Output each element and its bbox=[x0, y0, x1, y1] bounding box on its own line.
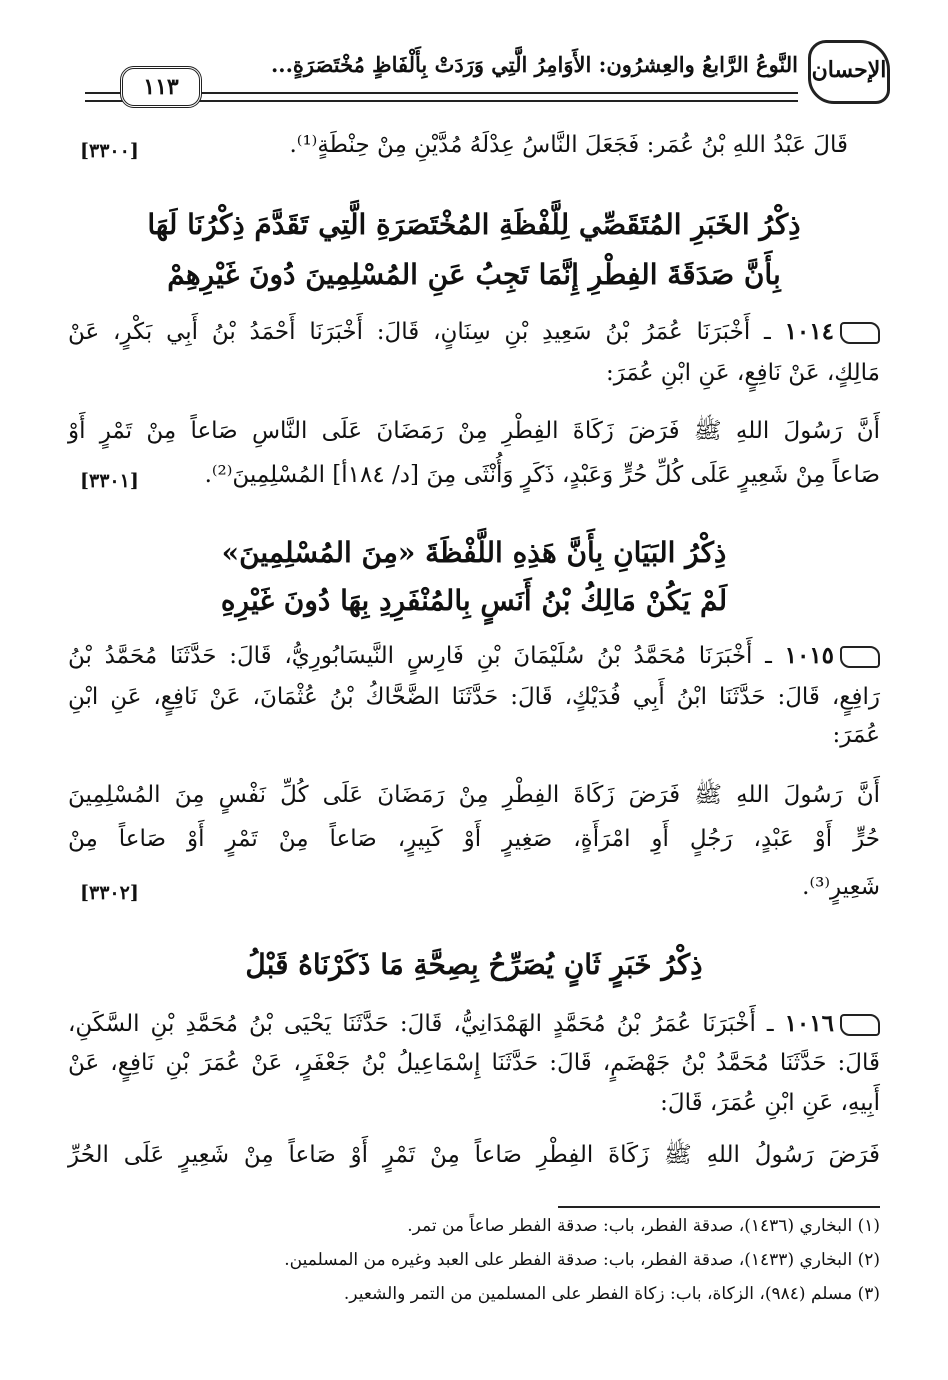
book-emblem: الإحسان bbox=[808, 40, 890, 104]
isnad-line bbox=[68, 1010, 880, 1037]
chapter-heading: ذِكْرُ خَبَرٍ ثَانٍ يُصَرِّحُ بِصِحَّةِ مَا ذَكَرْنَاهُ قَبْلُ bbox=[245, 948, 703, 981]
matn-line: صَاعاً مِنْ شَعِيرٍ عَلَى كُلِّ حُرٍّ وَعَبْدٍ، ذَكَرٍ وَأُنْثَى مِنَ [د/ ١٨٤أ] المُسْلِمِينَ⁽²⁾. bbox=[204, 462, 880, 488]
isnad-line bbox=[68, 642, 880, 669]
hadith-number: ١٠١٥ bbox=[784, 642, 835, 669]
isnad-line: قَالَ: حَدَّثَنَا مُحَمَّدُ بْنُ جَهْضَمٍ، قَالَ: حَدَّثَنَا إِسْمَاعِيلُ بْنُ جَعْفَرٍ، عَنْ عُمَرَ بْنِ نَافِعٍ، عَنْ bbox=[68, 1050, 880, 1076]
isnad-line: مَالِكٍ، عَنْ نَافِعٍ، عَنِ ابْنِ عُمَرَ: bbox=[606, 360, 880, 386]
chapter-heading: ذِكْرُ البَيَانِ بِأَنَّ هَذِهِ اللَّفْظَةَ «مِنَ المُسْلِمِينَ» bbox=[221, 536, 727, 569]
matn-line: شَعِيرٍ⁽³⁾. bbox=[802, 874, 880, 900]
chapter-heading: بِأَنَّ صَدَقَةَ الفِطْرِ إِنَّمَا تَجِبُ عَنِ المُسْلِمِينَ دُونَ غَيْرِهِمْ bbox=[167, 258, 781, 291]
reference-number: [٣٣٠٢] bbox=[80, 882, 139, 904]
isnad-text: ـ أَخْبَرَنَا عُمَرُ بْنُ مُحَمَّدٍ الهَمْدَانِيُّ، قَالَ: حَدَّثَنَا يَحْيَى بْنُ مُحَمَّدِ بْنِ السَّكَنِ، bbox=[68, 1011, 774, 1037]
hadith-marker-icon bbox=[840, 646, 880, 668]
hadith-number: ١٠١٦ bbox=[784, 1010, 834, 1037]
isnad-text: ـ أَخْبَرَنَا عُمَرُ بْنُ سَعِيدِ بْنِ سِنَانٍ، قَالَ: أَخْبَرَنَا أَحْمَدُ بْنُ أَبِي بَكْرٍ، عَنْ bbox=[68, 319, 771, 345]
page-number: ١١٣ bbox=[120, 66, 202, 108]
footnote: (٣) مسلم (٩٨٤)، الزكاة، باب: زكاة الفطر على المسلمين من التمر والشعير. bbox=[343, 1284, 880, 1304]
reference-number: [٣٣٠٠] bbox=[80, 140, 139, 162]
page-header bbox=[0, 0, 948, 110]
running-head: النَّوعُ الرَّابعُ والعِشرُون: الأَوَامِرُ الَّتِي وَرَدَتْ بِأَلْفَاظٍ مُخْتَصَرَةٍ... bbox=[271, 52, 798, 77]
footnote: (١) البخاري (١٤٣٦)، صدقة الفطر، باب: صدقة الفطر صاعاً من تمر. bbox=[407, 1216, 880, 1236]
matn-line: أَنَّ رَسُولَ اللهِ ﷺ فَرَضَ زَكَاةَ الفِطْرِ مِنْ رَمَضَانَ عَلَى النَّاسِ صَاعاً مِنْ تَمْرٍ أَوْ bbox=[68, 418, 880, 444]
chapter-heading: لَمْ يَكُنْ مَالِكُ بْنُ أَنَسٍ بِالمُنْفَرِدِ بِهَا دُونَ غَيْرِهِ bbox=[220, 584, 728, 617]
footnote-rule bbox=[558, 1206, 880, 1208]
chapter-heading: ذِكْرُ الخَبَرِ المُتَقَصِّي لِلَّفْظَةِ المُخْتَصَرَةِ الَّتِي تَقَدَّمَ ذِكْرُنَا لَهَا bbox=[147, 208, 801, 241]
continuation-line: قَالَ عَبْدُ اللهِ بْنُ عُمَر: فَجَعَلَ النَّاسُ عِدْلَهُ مُدَّيْنِ مِنْ حِنْطَةٍ⁽¹⁾. bbox=[289, 132, 848, 158]
matn-line: أَنَّ رَسُولَ اللهِ ﷺ فَرَضَ زَكَاةَ الفِطْرِ مِنْ رَمَضَانَ عَلَى كُلِّ نَفْسٍ مِنَ المُسْلِمِينَ bbox=[68, 782, 880, 808]
isnad-line: عُمَرَ: bbox=[832, 722, 880, 748]
isnad-line bbox=[68, 318, 880, 345]
footnote: (٢) البخاري (١٤٣٣)، صدقة الفطر، باب: صدقة الفطر على العبد وغيره من المسلمين. bbox=[284, 1250, 880, 1270]
isnad-line: رَافِعٍ، قَالَ: حَدَّثَنَا ابْنُ أَبِي فُدَيْكٍ، قَالَ: حَدَّثَنَا الضَّحَّاكُ بْنُ عُثْمَانَ، عَنْ نَافِعٍ، عَنِ ابْنِ bbox=[68, 684, 880, 710]
matn-line: فَرَضَ رَسُولُ اللهِ ﷺ زَكَاةَ الفِطْرِ صَاعاً مِنْ تَمْرٍ أَوْ صَاعاً مِنْ شَعِيرٍ عَلَى الحُرِّ bbox=[68, 1142, 880, 1168]
isnad-text: ـ أَخْبَرَنَا مُحَمَّدُ بْنُ سُلَيْمَانَ بْنِ فَارِسٍ النَّيسَابُورِيُّ، قَالَ: حَدَّثَنَا مُحَمَّدُ بْنُ bbox=[68, 643, 772, 669]
matn-line: حُرٍّ أَوْ عَبْدٍ، رَجُلٍ أَوِ امْرَأَةٍ، صَغِيرٍ أَوْ كَبِيرٍ، صَاعاً مِنْ تَمْرٍ أَوْ صَاعاً مِنْ bbox=[68, 826, 880, 852]
reference-number: [٣٣٠١] bbox=[80, 470, 139, 492]
hadith-number: ١٠١٤ bbox=[784, 318, 834, 345]
isnad-line: أَبِيهِ، عَنِ ابْنِ عُمَرَ، قَالَ: bbox=[660, 1090, 880, 1116]
hadith-marker-icon bbox=[840, 1014, 880, 1036]
hadith-marker-icon bbox=[840, 322, 880, 344]
